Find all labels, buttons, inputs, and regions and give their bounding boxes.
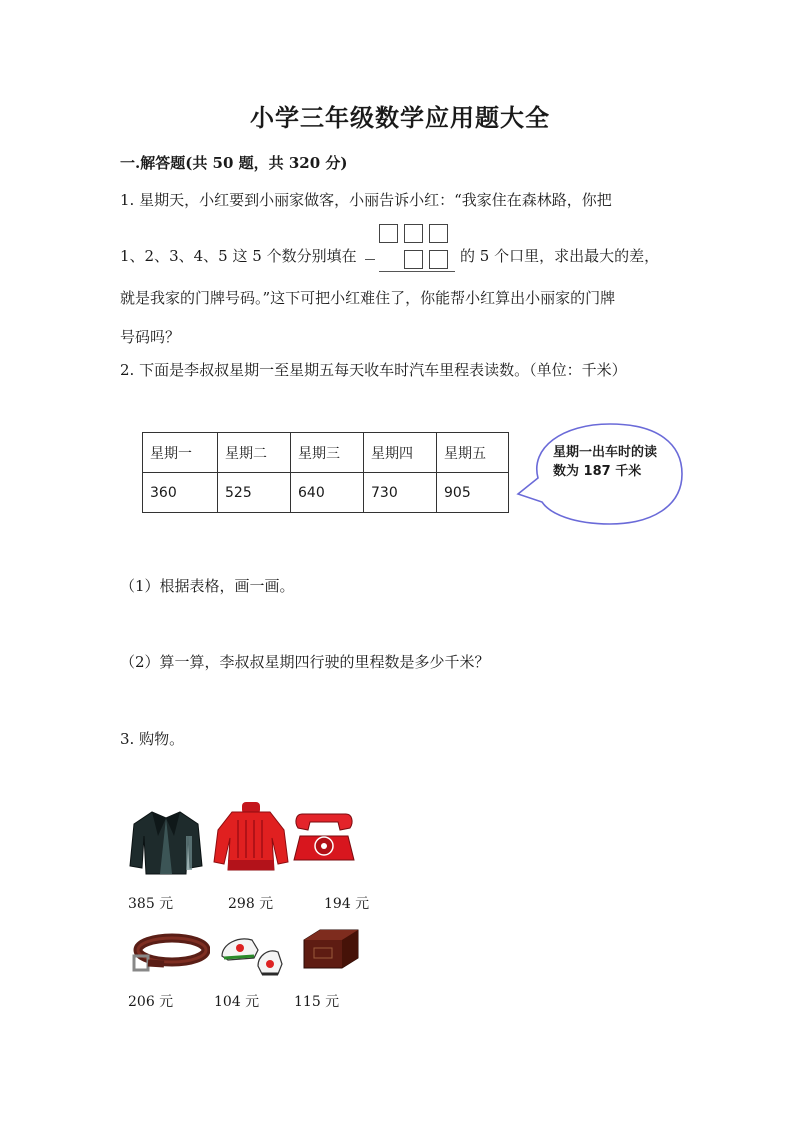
table-header-cell: 星期五 xyxy=(437,433,509,473)
shoes-icon xyxy=(218,926,286,978)
minus-sign xyxy=(365,259,375,260)
q2-sub1: （1）根据表格，画一画。 xyxy=(120,577,295,595)
price-label: 298 元 xyxy=(228,896,274,912)
digit-box xyxy=(379,224,398,243)
table-cell: 905 xyxy=(437,473,509,513)
table-header-cell: 星期四 xyxy=(364,433,437,473)
q1-line2-pre: 1、2、3、4、5 这 5 个数分别填在 xyxy=(120,247,357,265)
mileage-table xyxy=(142,432,509,513)
q1-line3: 就是我家的门牌号码。”这下可把小红难住了，你能帮小红算出小丽家的门牌 xyxy=(120,289,616,307)
jacket-icon xyxy=(128,806,204,878)
price-label: 194 元 xyxy=(324,896,370,912)
table-cell: 640 xyxy=(291,473,364,513)
subtraction-boxes xyxy=(362,222,458,274)
subtraction-line xyxy=(379,271,455,272)
price-label: 104 元 xyxy=(214,994,260,1010)
digit-box xyxy=(404,250,423,269)
price-label: 115 元 xyxy=(294,994,340,1010)
table-header-cell: 星期一 xyxy=(143,433,218,473)
q1-line2-post: 的 5 个口里，求出最大的差， xyxy=(460,247,660,265)
table-header-cell: 星期三 xyxy=(291,433,364,473)
q1-line1: 1. 星期天，小红要到小丽家做客，小丽告诉小红：“我家住在森林路，你把 xyxy=(120,191,612,209)
telephone-icon xyxy=(292,808,356,864)
price-label: 385 元 xyxy=(128,896,174,912)
table-row xyxy=(143,473,509,513)
section-heading: 一.解答题(共 50 题，共 320 分) xyxy=(120,154,348,172)
q1-line4: 号码吗？ xyxy=(120,328,181,346)
table-header-cell: 星期二 xyxy=(218,433,291,473)
table-cell: 730 xyxy=(364,473,437,513)
digit-box xyxy=(404,224,423,243)
q3-intro: 3. 购物。 xyxy=(120,730,185,748)
q2-intro: 2. 下面是李叔叔星期一至星期五每天收车时汽车里程表读数。（单位：千米） xyxy=(120,361,627,379)
belt-icon xyxy=(130,930,210,976)
page-title: 小学三年级数学应用题大全 xyxy=(250,103,550,132)
table-cell: 525 xyxy=(218,473,291,513)
bubble-text: 星期一出车时的读数为 187 千米 xyxy=(553,445,658,479)
box-icon xyxy=(300,924,362,972)
price-label: 206 元 xyxy=(128,994,174,1010)
table-header-row xyxy=(143,433,509,473)
q2-sub2: （2）算一算，李叔叔星期四行驶的里程数是多少千米？ xyxy=(120,653,490,671)
table-cell: 360 xyxy=(143,473,218,513)
sweater-icon xyxy=(212,800,290,876)
digit-box xyxy=(429,250,448,269)
digit-box xyxy=(429,224,448,243)
